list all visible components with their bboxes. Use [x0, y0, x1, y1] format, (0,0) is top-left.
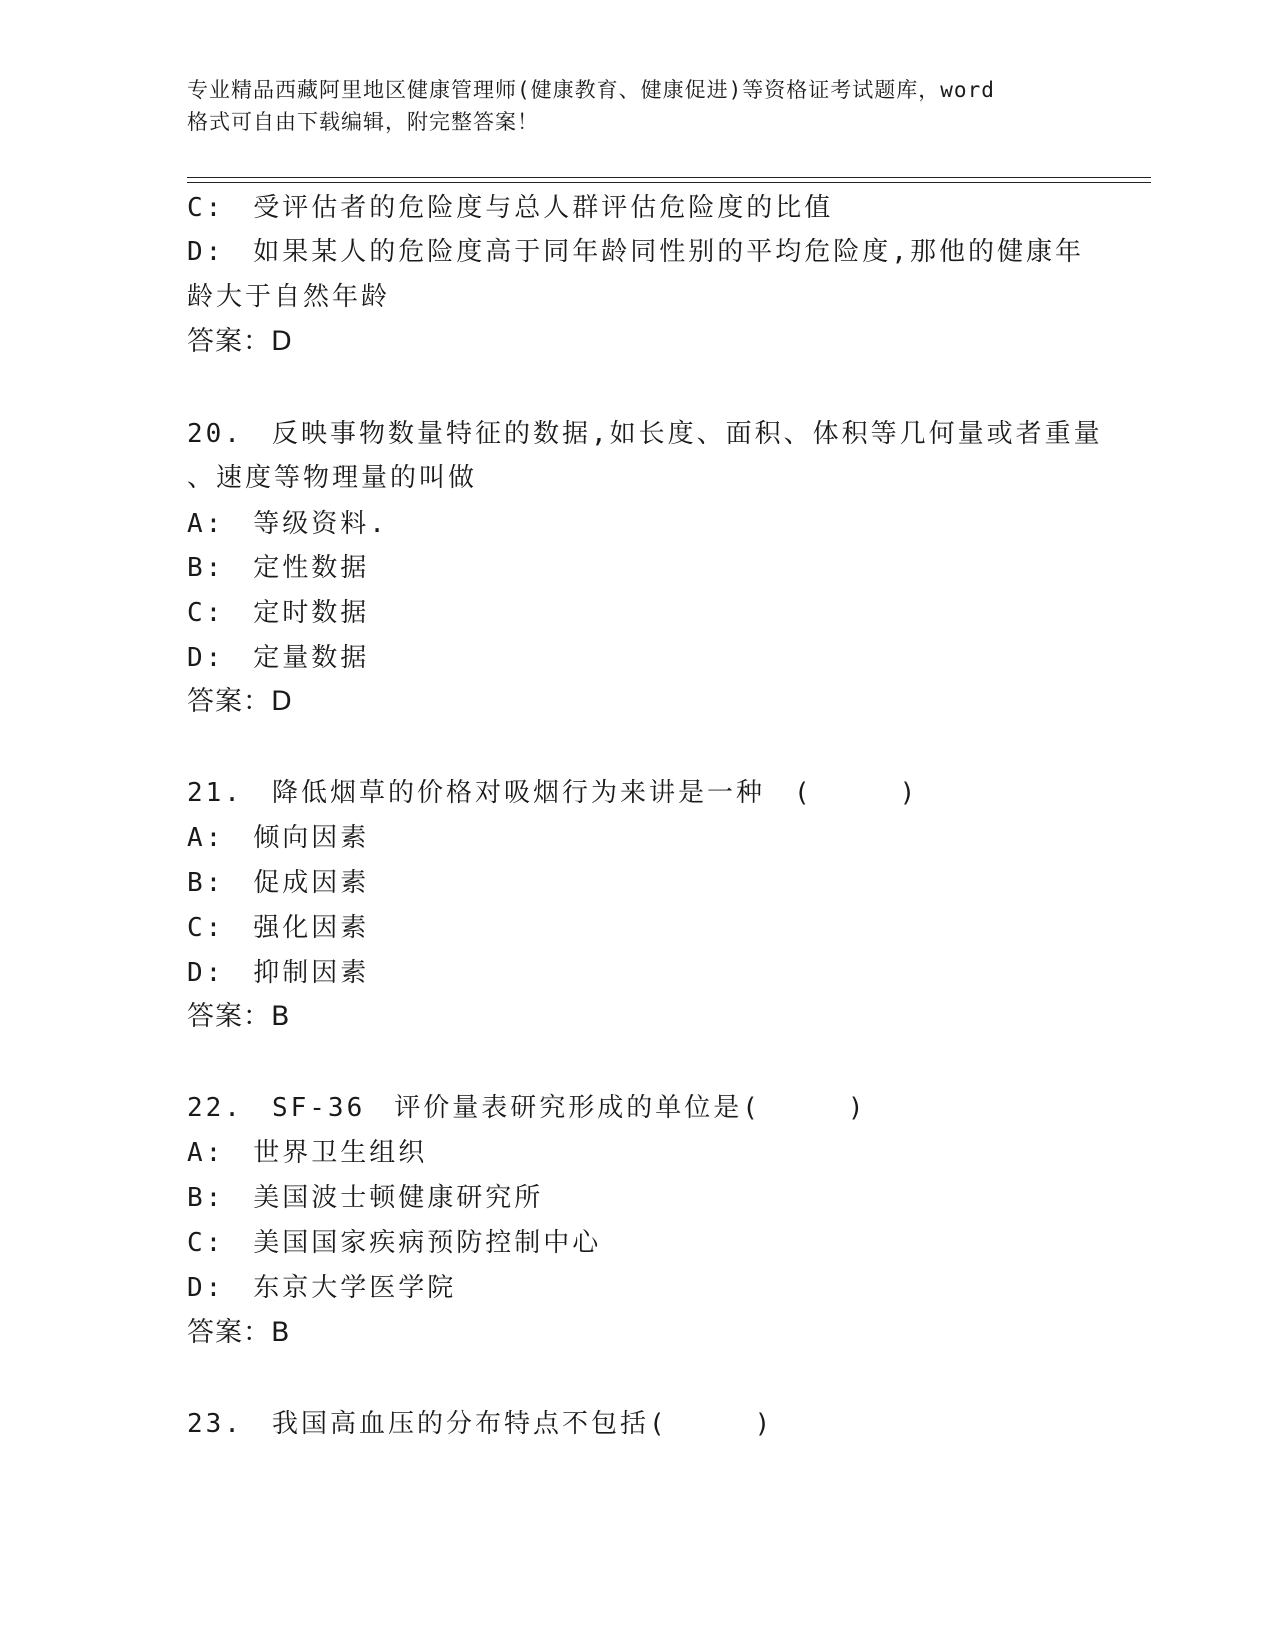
q22-answer: 答案：B: [187, 1317, 291, 1348]
q21-option-b: B: 促成因素: [187, 868, 370, 898]
q21-answer: 答案：B: [187, 1001, 291, 1032]
q22-stem: 22. SF-36 评价量表研究形成的单位是( ): [187, 1093, 867, 1123]
q21-option-c: C: 强化因素: [187, 913, 370, 943]
q23-stem: 23. 我国高血压的分布特点不包括( ): [187, 1409, 774, 1439]
q20-option-a: A: 等级资料.: [187, 509, 388, 539]
q20-option-b: B: 定性数据: [187, 553, 370, 583]
q22-option-c: C: 美国国家疾病预防控制中心: [187, 1228, 602, 1258]
q20-option-d: D: 定量数据: [187, 643, 370, 673]
q20-stem-line2: 、速度等物理量的叫做: [187, 463, 478, 493]
q19-option-d-line2: 龄大于自然年龄: [187, 282, 391, 312]
q22-option-b: B: 美国波士顿健康研究所: [187, 1183, 544, 1213]
header-divider-bottom: [187, 182, 1151, 183]
q20-stem-line1: 20. 反映事物数量特征的数据,如长度、面积、体积等几何量或者重量: [187, 419, 1103, 449]
q21-option-d: D: 抑制因素: [187, 958, 370, 988]
q20-answer: 答案：D: [187, 686, 293, 717]
header-divider-top: [187, 177, 1151, 178]
header-line-2: 格式可自由下载编辑，附完整答案！: [187, 110, 539, 134]
q21-stem: 21. 降低烟草的价格对吸烟行为来讲是一种 ( ): [187, 778, 919, 808]
q19-answer: 答案：D: [187, 326, 293, 357]
document-header: [187, 74, 1087, 138]
q21-option-a: A: 倾向因素: [187, 823, 370, 853]
q20-option-c: C: 定时数据: [187, 598, 370, 628]
q19-option-c: C: 受评估者的危险度与总人群评估危险度的比值: [187, 193, 834, 223]
q19-option-d-line1: D: 如果某人的危险度高于同年龄同性别的平均危险度,那他的健康年: [187, 237, 1084, 267]
q22-option-d: D: 东京大学医学院: [187, 1273, 457, 1303]
q22-option-a: A: 世界卫生组织: [187, 1138, 428, 1168]
header-line-1: 专业精品西藏阿里地区健康管理师(健康教育、健康促进)等资格证考试题库，word: [187, 78, 995, 102]
